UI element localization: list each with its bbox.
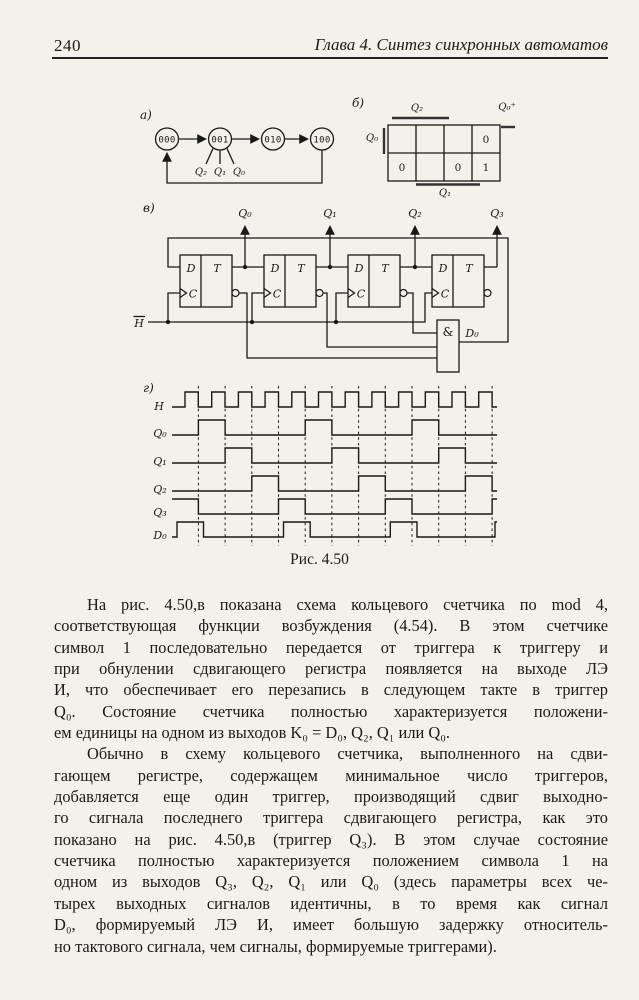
text-line: символ 1 последовательно передается от триггера к триггеру и — [54, 637, 608, 657]
part-g-label: г) — [143, 381, 154, 395]
signal-label: D₀ — [153, 529, 167, 542]
ff-t-label: T — [465, 262, 473, 275]
text-line: гающем регистре, содержащем минимальное число триггеров, — [54, 765, 608, 785]
bit-label: Q₂ — [194, 167, 208, 178]
text-line: одном из выходов Q₃, Q₂, Q₁ или Q₀ (здесь параметры всех че- — [54, 872, 608, 892]
text-line: го сигнала последнего триггера сдвигающего регистра, как это — [54, 808, 608, 828]
signal-label: Q₀ — [153, 427, 167, 440]
signal-label: Q₁ — [153, 455, 167, 468]
kmap-cell: 0 — [454, 162, 462, 174]
part-b-label: б) — [352, 96, 365, 110]
text-line: ем единицы на одном из выходов K₀ = D₀, Q₂, Q₁ или Q₀. — [54, 723, 451, 743]
signal-waveform — [172, 448, 497, 463]
ff-c-label: C — [356, 287, 366, 301]
circuit-diagram — [133, 201, 508, 372]
figure-caption: Рис. 4.50 — [290, 551, 349, 568]
state-diagram — [140, 108, 334, 183]
text-line: D₀, формируемый ЛЭ И, имеет большую задержку относитель- — [54, 915, 608, 935]
clock-waveform — [172, 392, 497, 407]
bit-label: Q₀ — [232, 167, 246, 178]
signal-label: Н — [154, 400, 164, 413]
text-line: но тактового сигнала, чем сигналы, формируемые триггерами). — [54, 936, 497, 956]
bit-label: Q₁ — [213, 167, 227, 178]
ff-c-label: C — [188, 287, 198, 301]
part-a-label: а) — [140, 108, 152, 122]
signal-label: Q₂ — [153, 483, 167, 496]
kmap-var-top: Q₂ — [410, 103, 424, 114]
state-label: 010 — [264, 135, 282, 146]
ff-t-label: T — [381, 262, 389, 275]
output-label: Q₀ — [238, 207, 252, 220]
ff-c-label: C — [272, 287, 282, 301]
text-line: И, что обеспечивает его перезапись в следующем такте в триггер — [54, 680, 608, 700]
kmap-cell: 0 — [482, 134, 490, 146]
flip-flop — [264, 255, 316, 307]
signal-waveform — [172, 476, 497, 491]
flip-flop — [348, 255, 400, 307]
ff-d-label: D — [354, 262, 364, 275]
timing-diagram — [143, 381, 497, 546]
kmap-next-state: Q₀⁺ — [498, 102, 516, 113]
signal-waveform — [172, 522, 497, 537]
text-line: при обнулении сдвигающего регистра появляется на выходе ЛЭ — [54, 659, 608, 679]
ff-c-label: C — [440, 287, 450, 301]
chapter-title: Глава 4. Синтез синхронных автоматов — [314, 35, 608, 54]
kmap-var-left: Q₀ — [365, 133, 379, 144]
state-label: 000 — [158, 135, 176, 146]
output-label: Q₂ — [408, 207, 422, 220]
ff-d-label: D — [438, 262, 448, 275]
kmap-cell: 0 — [398, 162, 406, 174]
state-label: 001 — [211, 135, 229, 146]
text-line: показано на рис. 4.50,в (триггер Q₃). В этом случае состояние — [54, 829, 608, 849]
flip-flop — [432, 255, 484, 307]
ff-d-label: D — [186, 262, 196, 275]
ff-t-label: T — [213, 262, 221, 275]
text-line: добавляется еще один триггер, производящий сдвиг выходно- — [54, 787, 608, 807]
and-gate-symbol: & — [442, 325, 454, 339]
and-gate — [437, 320, 459, 372]
signal-waveform — [172, 499, 497, 514]
flip-flop — [180, 255, 232, 307]
karnaugh-map — [352, 96, 516, 199]
state-label: 100 — [313, 135, 331, 146]
page-number: 240 — [54, 36, 81, 55]
text-line: Q₀. Состояние счетчика полностью характеризуется положени- — [54, 701, 608, 721]
text-line: счетчика полностью характеризуется положением символа 1 на — [54, 851, 608, 871]
kmap-var-bottom: Q₁ — [438, 188, 452, 199]
text-line: тырех выходных сигналов идентичны, в то время как сигнал — [54, 893, 608, 913]
part-v-label: в) — [143, 201, 155, 215]
text-line: соответствующая функции возбуждения (4.54). В этом счетчике — [54, 616, 608, 636]
output-label: Q₃ — [490, 207, 504, 220]
text-line: На рис. 4.50,в показана схема кольцевого счетчика по mod 4, — [87, 595, 608, 614]
body-text — [54, 594, 608, 957]
clock-input-label: Н — [134, 317, 144, 330]
ff-d-label: D — [270, 262, 280, 275]
ff-t-label: T — [297, 262, 305, 275]
signal-label: Q₃ — [153, 506, 167, 519]
signal-waveform — [172, 420, 497, 435]
kmap-cell: 1 — [482, 162, 490, 174]
d0-label: D₀ — [465, 327, 479, 340]
output-label: Q₁ — [323, 207, 337, 220]
text-line: Обычно в схему кольцевого счетчика, выполненного на сдви- — [87, 744, 608, 764]
